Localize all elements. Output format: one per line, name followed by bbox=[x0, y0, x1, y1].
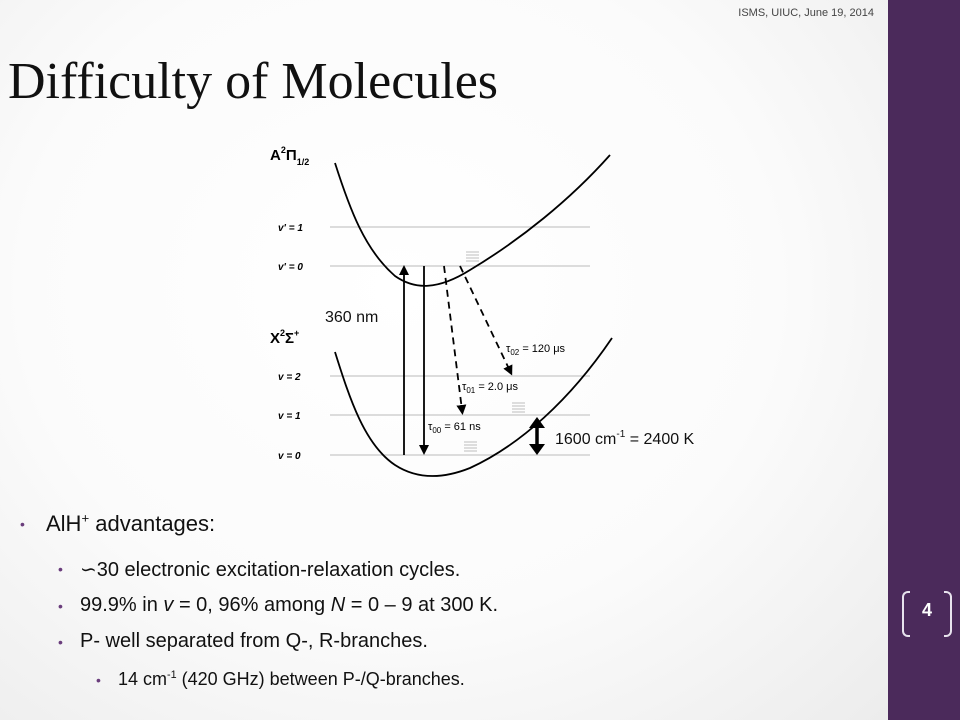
bullet-alh-advantages: • AlH+ advantages: bbox=[20, 510, 216, 536]
excitation-wavelength-label: 360 nm bbox=[325, 309, 379, 326]
slide-number-box bbox=[902, 591, 952, 635]
spacing-arrow-down bbox=[529, 444, 545, 455]
lower-level-label-v2: v = 2 bbox=[278, 372, 301, 383]
bullet-population: • 99.9% in v = 0, 96% among N = 0 – 9 at 300 K. bbox=[58, 594, 499, 616]
header-note: ISMS, UIUC, June 19, 2014 bbox=[738, 7, 874, 19]
bullet-dot: • bbox=[58, 598, 63, 614]
vibrational-spacing-label: 1600 $cm^{-1} = 2400$ K bbox=[555, 429, 695, 448]
bullet-dot: • bbox=[20, 516, 25, 532]
bullet-dot: • bbox=[58, 561, 63, 577]
bullet-branch-spacing: • 14 $cm^{-1}$ (420 GHz) between P-/Q-branches. bbox=[96, 669, 465, 689]
lower-level-label-v1: v = 1 bbox=[278, 411, 301, 422]
upper-level-label-v0: v' = 0 bbox=[278, 262, 303, 273]
tau02-label: $\tau_{02} = 120$ μs bbox=[506, 343, 566, 357]
slide-title: Difficulty of Molecules bbox=[8, 53, 499, 110]
decay-arrow-02 bbox=[460, 266, 510, 371]
tau01-label: $\tau_{01} = 2.0$ μs bbox=[462, 381, 518, 395]
upper-state-label: $A^2\Pi_{1/2}$ bbox=[270, 145, 310, 167]
bullet-dot: • bbox=[96, 672, 101, 688]
upper-rotational-ticks bbox=[466, 252, 479, 261]
decay-arrow-01 bbox=[444, 266, 462, 410]
bullet-branches: • P- well separated from Q-, R-branches. bbox=[58, 630, 428, 652]
tau00-label: $\tau_{00} = 61$ ns bbox=[428, 421, 481, 435]
bullet-dot: • bbox=[58, 634, 63, 650]
lower-rotational-ticks-v1 bbox=[512, 403, 525, 412]
upper-level-label-v1: v' = 1 bbox=[278, 223, 303, 234]
slide-number: 4 bbox=[921, 600, 932, 620]
lower-level-label-v0: v = 0 bbox=[278, 451, 301, 462]
bullet-cycles: • ∽30 electronic excitation-relaxation cycles. bbox=[58, 559, 461, 581]
lower-state-label: $X^2\Sigma^+$ bbox=[270, 328, 300, 347]
lower-rotational-ticks-v0 bbox=[464, 442, 477, 451]
